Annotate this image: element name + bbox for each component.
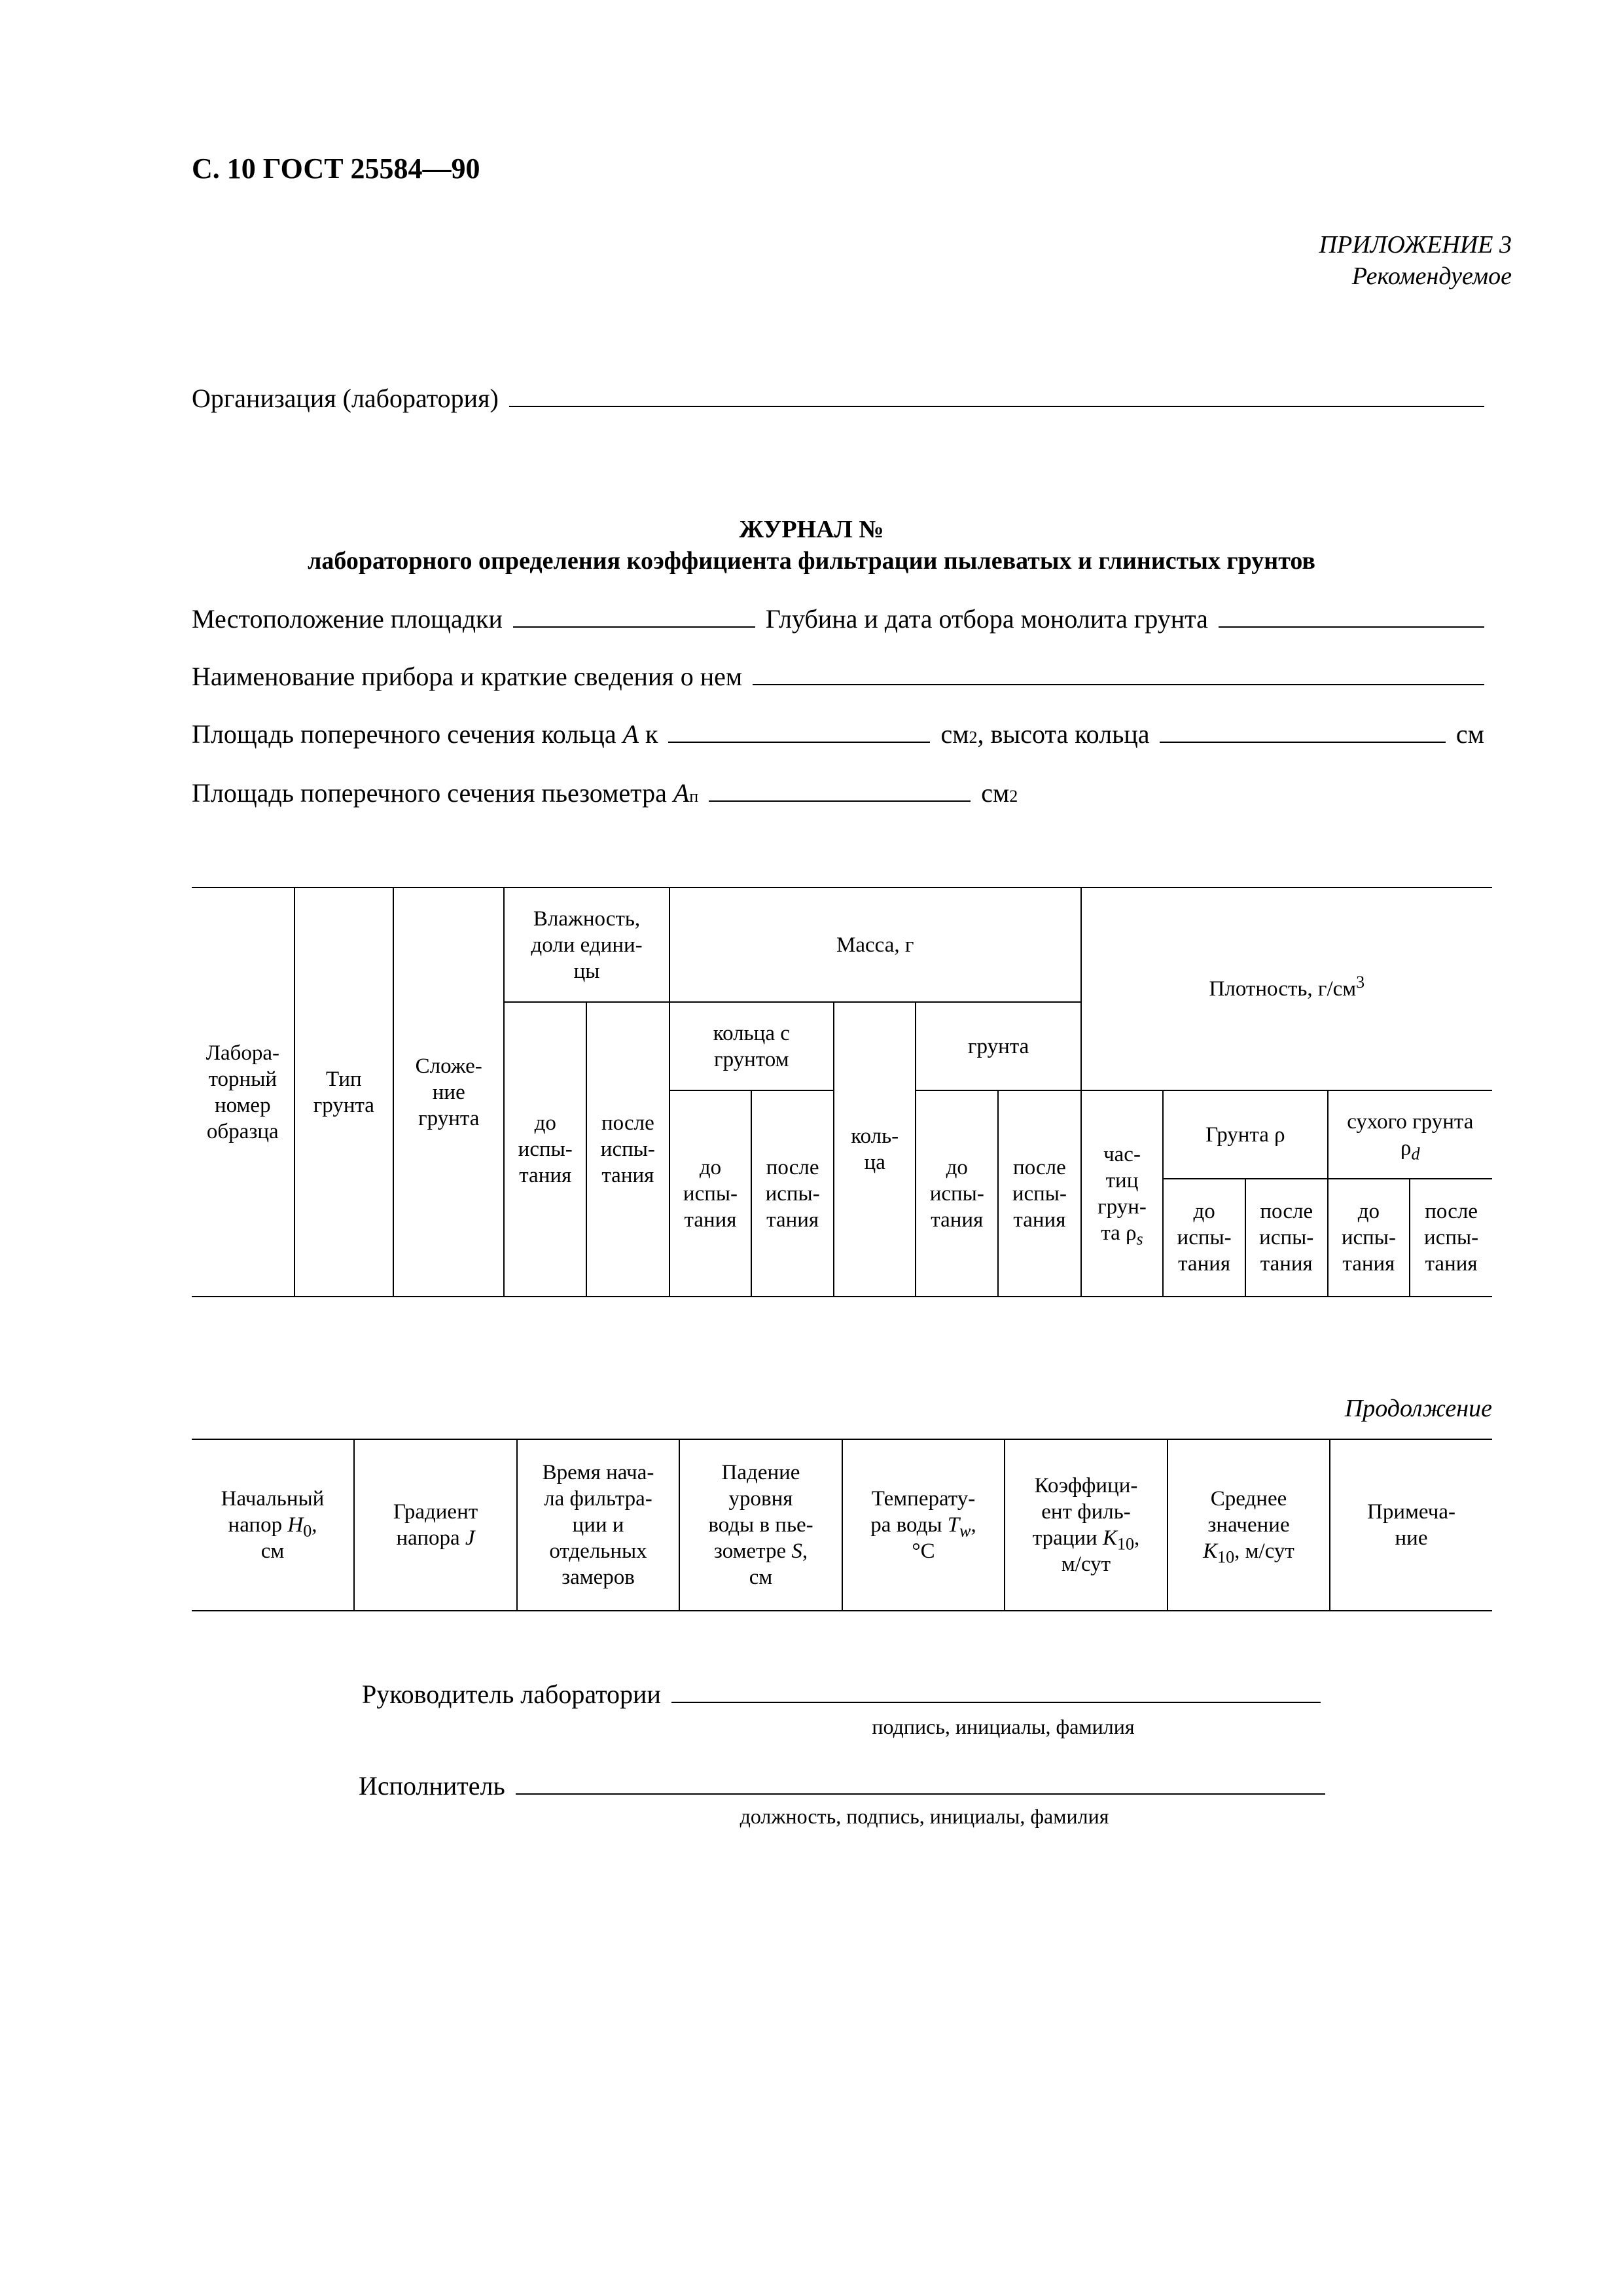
mean-unit: , м/сут [1234,1539,1294,1563]
col-moisture: Влажность, доли едини- цы [504,888,669,1002]
mass-ring-with-soil: кольца с грунтом [669,1002,834,1090]
ring-area-field[interactable] [668,741,930,743]
mean-label: Среднее значение [1207,1487,1290,1537]
piezo-var: A [673,778,690,808]
density-soil-after: после испы- тания [1245,1179,1328,1297]
piezo-area-label: Площадь поперечного сечения пьезометра [192,778,667,808]
col-temperature [842,1439,1005,1611]
dry-soil-label: сухого грунта [1347,1109,1474,1134]
col-initial-head [192,1439,354,1611]
ring-height-field[interactable] [1160,741,1445,743]
ring-area-label: Площадь поперечного сечения кольца [192,719,616,749]
soil-before: до испы- тания [916,1090,998,1297]
col-coefficient [1005,1439,1168,1611]
head-caption: подпись, инициалы, фамилия [872,1715,1135,1738]
initial-head-unit: , см [260,1513,317,1563]
device-field[interactable] [753,683,1484,685]
head-label: Руководитель лаборатории [362,1679,661,1709]
ring-area-unit: см [940,719,969,749]
particles-label: час- тиц грун- та ρ [1097,1142,1147,1245]
journal-table-main [192,887,1492,1297]
density-soil: Грунта ρ [1163,1090,1327,1179]
executor-label: Исполнитель [359,1771,505,1801]
density-soil-before: до испы- тания [1163,1179,1245,1297]
coef-var: K [1102,1526,1117,1550]
density-label: Плотность, г/см [1209,977,1357,1001]
ring-soil-after: после испы- тания [751,1090,834,1297]
col-start-time: Время нача- ла фильтра- ции и отдельных замеров [517,1439,679,1611]
journal-title-text: ЖУРНАЛ № [739,516,884,543]
page-header: С. 10 ГОСТ 25584—90 [192,152,480,185]
ring-soil-before: до испы- тания [669,1090,752,1297]
organization-row [192,383,1484,414]
location-label: Местоположение площадки [192,604,503,634]
coef-unit: , м/сут [1061,1526,1140,1576]
appendix-block [1319,229,1512,292]
moisture-before: до испы- тания [504,1002,586,1297]
executor-caption: должность, подпись, инициалы, фамилия [740,1804,1109,1828]
col-gradient [354,1439,517,1611]
col-soil-type: Тип грунта [294,888,393,1297]
location-field[interactable] [513,626,755,628]
mean-sub: 10 [1217,1547,1235,1567]
head-signature-row [362,1679,1321,1710]
mass-soil: грунта [916,1002,1080,1090]
ring-area-sub: к [645,719,658,749]
journal-title [0,514,1623,577]
gradient-var: J [465,1526,475,1550]
col-lab-number: Лабора- торный номер образца [192,888,294,1297]
executor-signature-row [359,1770,1325,1801]
mass-ring: коль- ца [834,1002,916,1297]
coef-label: Коэффици- ент филь- трации [1032,1474,1138,1550]
appendix-title: ПРИЛОЖЕНИЕ 3 [1319,231,1512,259]
density-dry-soil [1328,1090,1492,1179]
depth-date-field[interactable] [1219,626,1484,628]
density-dry-after: после испы- тания [1410,1179,1492,1297]
journal-subtitle: лабораторного определения коэффициента фильтрации пылеватых и глинистых грунтов [308,547,1315,575]
ring-area-row: Площадь поперечного сечения кольца A к см 2 , высота кольца см [192,719,1484,749]
col-mass: Масса, г [669,888,1081,1002]
head-signature-field[interactable] [671,1701,1321,1703]
temperature-label: Температу- ра воды [870,1487,976,1537]
level-drop-label: Падение уровня воды в пье- зометре [708,1461,813,1563]
temperature-var: T [947,1513,960,1537]
density-sup: 3 [1356,973,1365,992]
col-note: Примеча- ние [1330,1439,1492,1611]
temperature-unit: , °C [912,1513,976,1563]
initial-head-var: H [287,1513,304,1537]
coef-sub: 10 [1116,1534,1134,1554]
executor-signature-field[interactable] [516,1793,1325,1795]
moisture-after: после испы- тания [586,1002,669,1297]
col-density [1081,888,1492,1090]
ring-area-var: A [622,719,639,749]
gradient-label: Градиент напора [393,1500,478,1550]
journal-table-continuation [192,1439,1492,1611]
level-drop-unit: , см [749,1539,808,1589]
particles-sub: s [1136,1229,1143,1249]
mean-var: K [1203,1539,1218,1563]
temperature-sub: w [959,1521,971,1541]
soil-after: после испы- тания [998,1090,1081,1297]
dry-sub: d [1411,1144,1420,1164]
ring-height-label: , высота кольца [977,719,1150,749]
depth-date-label: Глубина и дата отбора монолита грунта [765,604,1208,634]
col-level-drop [679,1439,842,1611]
piezo-area-field[interactable] [709,800,971,802]
appendix-subtitle: Рекомендуемое [1351,262,1512,290]
density-dry-before: до испы- тания [1328,1179,1410,1297]
piezo-area-unit: см [981,778,1010,808]
initial-head-sub: 0 [303,1521,312,1541]
device-row [192,661,1484,692]
col-mean [1168,1439,1330,1611]
initial-head-label: Начальный напор [221,1487,325,1537]
piezo-area-row: Площадь поперечного сечения пьезометра A п см 2 [192,778,1018,808]
organization-label: Организация (лаборатория) [192,384,499,413]
continuation-label: Продолжение [1344,1395,1492,1422]
level-drop-var: S [791,1539,802,1563]
location-row [192,603,1484,634]
device-label: Наименование прибора и краткие сведения о нем [192,662,743,691]
organization-field[interactable] [509,405,1484,407]
col-composition: Сложе- ние грунта [393,888,504,1297]
ring-height-unit: см [1455,719,1484,749]
density-particles [1081,1090,1164,1297]
dry-rho: ρ [1400,1136,1412,1160]
